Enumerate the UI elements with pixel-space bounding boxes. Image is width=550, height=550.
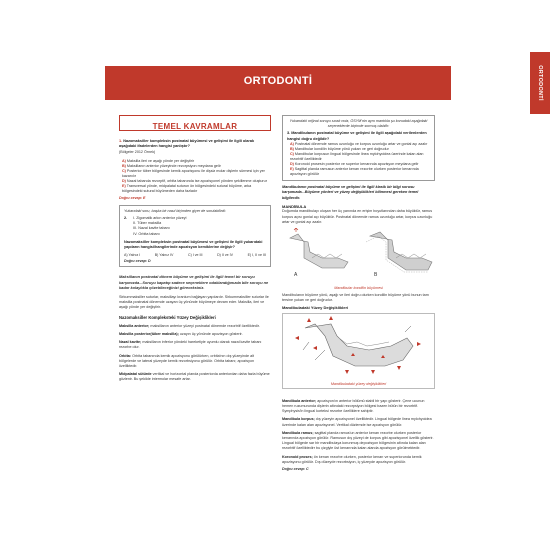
question-2-stem: Nazomaksiller kompleksin postnatal büyümesi ve gelişimi ile ilgili yukarıdaki yapıların hangisi/hangilerinde apozisyon kemiklerine değişir? bbox=[124, 239, 263, 250]
question-2-item: II. Tüber maksilla bbox=[133, 221, 162, 226]
question-3-stem: Mandibulanın postnatal büyüme ve gelişimi ile ilgili aşağıdaki verilenlerden hangisi doğru değildir? bbox=[287, 131, 427, 141]
mandible-surface-list bbox=[282, 399, 435, 465]
question-3-option-key: D) bbox=[290, 162, 295, 166]
surface-change-item bbox=[119, 354, 271, 370]
mandibula-heading: MANDİBULA bbox=[282, 203, 307, 209]
question-3-option-text: Mandibular korpusun lingual bölgesinde linea mylohyoidea üzerinde kalan alan rezorbtif özelliktedir bbox=[290, 152, 424, 161]
question-2-item: IV. Orbita tabanı bbox=[133, 231, 160, 236]
question-1-option-text: Transversal yönde, midpalatal suturun ön bölgesindeki sutural büyüme, arka bölgesindeki sutural büyümeden daha fazladır bbox=[122, 183, 252, 193]
mandible-surface-item-text: ön kenarı rezorbe olurken, posterior kenarı ve superiorunda kemik apozisyonu görülür. Dış düzeyde rezorbsiyon, iç yüzeyde apozisyon görülür. bbox=[282, 454, 422, 464]
question-3-answer: Doğru cevap: C bbox=[282, 466, 309, 471]
surface-change-item-heading: Orbita: bbox=[119, 353, 132, 358]
mandible-surface-item-heading: Mandibula anterior; bbox=[282, 398, 317, 403]
question-2-answer: Doğru cevap: D bbox=[124, 259, 151, 264]
question-3-intro: Yukarıdaki orijinal soruyu sıcak noia, ÖSYM'nin aynı mantıkla şu konudaki aşağıdaki seçeneklerde biçimde sormuş olabilir: bbox=[289, 119, 428, 129]
question-3-explanation: Mandibulanın postnatal büyüme ve gelişimi ile ilgili klasik bir bilgi sorusu karşımızda...Büyüme yönleri ve yüzey değişiklikleri bilinmesi gereken temel bilgilerdir. bbox=[282, 185, 419, 200]
surface-change-list bbox=[119, 324, 271, 383]
mandible-surface-item-heading: Koronoid proses; bbox=[282, 454, 313, 459]
question-3-options bbox=[287, 142, 430, 177]
question-1-option-text: Maksilla ileri ve aşağı yönde yer değiştirir bbox=[126, 158, 195, 163]
figure-2-caption: Mandibuladaki yüzey değişiklikleri bbox=[330, 381, 387, 386]
question-3-option-text: Sagittal planda ramusun anterior kenarı rezorbe olurken posterior kenarında apozisyon görülür bbox=[290, 167, 419, 176]
surface-change-item-text: maksillanın inferior yöndeki hareketiyle uyumlu olarak nazal kavite tabanı rezorbe olur. bbox=[119, 340, 262, 350]
surface-change-item bbox=[119, 332, 271, 337]
figure-surface-changes bbox=[282, 313, 435, 389]
surface-change-item bbox=[119, 324, 271, 329]
explanation-paragraph: Sirkummaksiller suturlar, maksillayı kranium bağlayan yapılardır. Sirkummaksiller suturlar ile maksilla postnatal dönemde uzayan üç yönünde büyümeye devam eder. Maksilla, ileri ve aşağı yönde yer değiştirir. bbox=[119, 294, 269, 310]
question-2-option: A) Yalnız I bbox=[124, 253, 141, 258]
question-1 bbox=[119, 139, 271, 150]
question-3-number: 3. bbox=[287, 131, 291, 136]
question-2-option: C) I ve III bbox=[187, 253, 203, 258]
condyle-growth-text: Mandibulanın büyüme yönü, aşağı ve ileri doğru olurken kondilin büyüme yönü bunun tam tersine yukarı ve geri doğrudur. bbox=[282, 292, 429, 303]
surface-change-item-text: vertikal ve horizontal planda posteriorda anteriordan daha fazla büyüme gözlenir. Bu şekilde intermolar mesafe artar. bbox=[119, 372, 270, 382]
mandible-surface-item-heading: Mandibula korpus; bbox=[282, 417, 315, 422]
explanation-italic: Maksillanın postnatal dönem büyüme ve gelişimi ile ilgili temel bir soruyu karşımızda...Soruyu kapatıp sadece seçeneklere odaklandığınızda bile soruyu ne kadar kolaylıkla çözebileceğinizi göreceksiniz. bbox=[119, 274, 269, 291]
question-1-stem: Nazomaksiller kompleksin postnatal büyümesi ve gelişimi ile ilgili olarak aşağıdaki ifadelerden hangisi yanlıştır? bbox=[119, 139, 255, 149]
question-2-item: III. Nazal kavite tabanı bbox=[133, 226, 170, 231]
question-1-option bbox=[119, 184, 271, 194]
surface-changes-illustration bbox=[285, 316, 432, 376]
question-1-option-text: Maksillanın anterior yüzeyinde rezorpsiyon meydana gelir bbox=[126, 163, 221, 168]
surface-change-item-heading: Nazal kavite; bbox=[119, 340, 142, 345]
mandible-surface-item bbox=[282, 431, 435, 452]
mandible-surface-item-text: apozisyon/ın anterior bölümü stabil bir yapı gösterir. Çene ucunun hemen ruzumurunda dişlerin altındaki rezorpsiyon bölgesi bazen bütün bir rezorbtif. Symphysis'in lingual korteksi rezorbe özelliklere sahiptir. bbox=[282, 398, 425, 414]
mandible-surface-item bbox=[282, 455, 435, 465]
mandible-surface-item bbox=[282, 417, 435, 427]
question-3-option-key: A) bbox=[290, 142, 295, 146]
question-1-option-key: A) bbox=[122, 158, 127, 163]
mandible-surface-item bbox=[282, 399, 435, 415]
condyle-growth-illustration bbox=[282, 228, 435, 280]
question-1-options bbox=[119, 159, 271, 194]
question-2-option: B) Yalnız IV bbox=[154, 253, 174, 258]
section-heading-box bbox=[119, 115, 271, 131]
question-1-option-key: B) bbox=[122, 163, 127, 168]
question-2-number: 2. bbox=[124, 216, 128, 220]
question-3-box bbox=[282, 115, 435, 181]
right-column bbox=[282, 115, 435, 471]
question-3-option-text: Postnatal dönemde ramus uzunluğu ve korpus uzunluğu artar ve gonial açı azalır bbox=[294, 142, 428, 146]
surface-change-item bbox=[119, 340, 271, 350]
mandible-surface-item-text: dış yüzeyin apozisyonel özelliktedir. Lingual bölgede linea mylohyoidea üzerinde kalan alan apozisyonel. Vertikal düzlemde ise apozisyon görülür. bbox=[282, 417, 432, 427]
subsection-title: Nazomaksiller Kompleksteki Yüzey Değişiklikleri bbox=[119, 315, 216, 321]
mandible-surface-item-text: sagittal planda ramus'un anterior kenarı rezorbe olurken posterior kenarında apozisyon görülür. Ramusun dış yüzeyi de korpus gibi apozisyonel özellik gösterir. Lingual bölgede sar bir mandibulaya korunmuş depozisyon bölgesinin altında kalan alan rezorbtif özelliktedirr bu çizgiyle üst kenarında kalan alanda apozisyon görülmektedir. bbox=[282, 430, 434, 451]
mandible-drawing-a bbox=[290, 228, 348, 268]
side-tab-label: ORTODONTİ bbox=[537, 65, 543, 101]
surface-change-item-text: Orbita tabanında kemik apozisyonu görülürken, orbita'nın dış yüzeyinde alt bölgelerde ve lateral yüzeyde kemik rezorbsiyonu görülür. Orbita tabanı; apozisyon özelliktedir. bbox=[119, 353, 255, 369]
left-column bbox=[119, 115, 271, 383]
question-1-option-key: D) bbox=[122, 178, 127, 183]
question-2-item: I. Zigomatik arkın anterior yüzeyi bbox=[133, 216, 187, 220]
figure-label-b: B bbox=[374, 271, 378, 278]
question-1-option-text: Posterior tüber bölgesinde kemik apozisyonu ile dişsiz molar dişlerin sürmesi için yer kazanılır bbox=[122, 168, 265, 178]
question-3-option bbox=[287, 152, 430, 162]
question-2-items bbox=[133, 216, 186, 237]
figure-1-caption: Mandibular kondilin büyümesi bbox=[334, 285, 383, 290]
question-1-answer: Doğru cevap: E bbox=[119, 195, 146, 200]
question-3-option-key: C) bbox=[290, 152, 295, 156]
question-3 bbox=[287, 131, 430, 142]
surface-change-item-heading: Maksilla posterior(tüber maksilla); bbox=[119, 332, 179, 337]
figure-condyle-growth bbox=[282, 228, 435, 290]
question-3-option-text: Koronoid prosesin posterior ve superior kenarında apozisyon meydana gelir bbox=[294, 162, 419, 166]
figure-label-a: A bbox=[294, 271, 298, 278]
chapter-title: ORTODONTİ bbox=[243, 75, 313, 87]
surface-changes-heading: Mandibuladaki Yüzey Değişiklikleri bbox=[282, 305, 349, 311]
surface-change-item bbox=[119, 372, 271, 382]
question-1-option-text: Nazal tabanda rezorptif, orbita tabanında ise apozisyonel yönden şekillenme oluşturur bbox=[126, 178, 267, 183]
question-3-option bbox=[287, 167, 430, 177]
surface-change-item-text: uzayın üç yönünde apozisyon gösterir. bbox=[178, 332, 243, 337]
question-2-option: E) I, II ve III bbox=[247, 253, 266, 258]
question-1-number: 1. bbox=[119, 139, 123, 143]
question-2-intro: Yukarıdaki soru, başka bir nasıl biçimden giyer de sorulabilirdi: bbox=[124, 208, 226, 213]
question-3-option-key: B) bbox=[290, 147, 295, 151]
question-2-options bbox=[124, 253, 266, 257]
mandible-drawing-b bbox=[366, 232, 432, 272]
question-2-box bbox=[119, 205, 271, 268]
chapter-side-tab bbox=[530, 52, 550, 114]
question-1-option-key: C) bbox=[122, 168, 127, 173]
question-3-option-key: E) bbox=[290, 167, 295, 171]
mandible-surface-item-heading: Mandibula ramus; bbox=[282, 430, 314, 435]
mandibula-paragraph: Doğumda mandibulayı oluşan her üç yanında en erişim boyutlarından daha büyüktür, ramus korpus açısı gonial açı büyüktür. Postnatal dönemde ramus uzunluğu artar, korpus uzunluğu artar ve gonial açı azalır. bbox=[282, 209, 433, 224]
question-2-option: D) II ve IV bbox=[217, 253, 234, 258]
surface-change-item-heading: Maksilla anterior; bbox=[119, 323, 150, 328]
question-1-option bbox=[119, 169, 271, 179]
question-1-option-key: E) bbox=[122, 183, 127, 188]
section-heading: TEMEL KAVRAMLAR bbox=[152, 122, 238, 131]
surface-change-item-heading: Midpalatal sütürde bbox=[119, 372, 152, 377]
chapter-banner bbox=[105, 66, 451, 100]
question-1-source: (Bölgeler 2012 Örnek) bbox=[119, 149, 156, 154]
surface-change-item-text: maksillanın anterior yüzeyi postnatal dönemde rezorbtif özelliktedir. bbox=[149, 323, 260, 328]
question-3-option-text: Mandibular kondilin büyüme yönü yukarı ve geri doğrudur bbox=[294, 147, 389, 151]
